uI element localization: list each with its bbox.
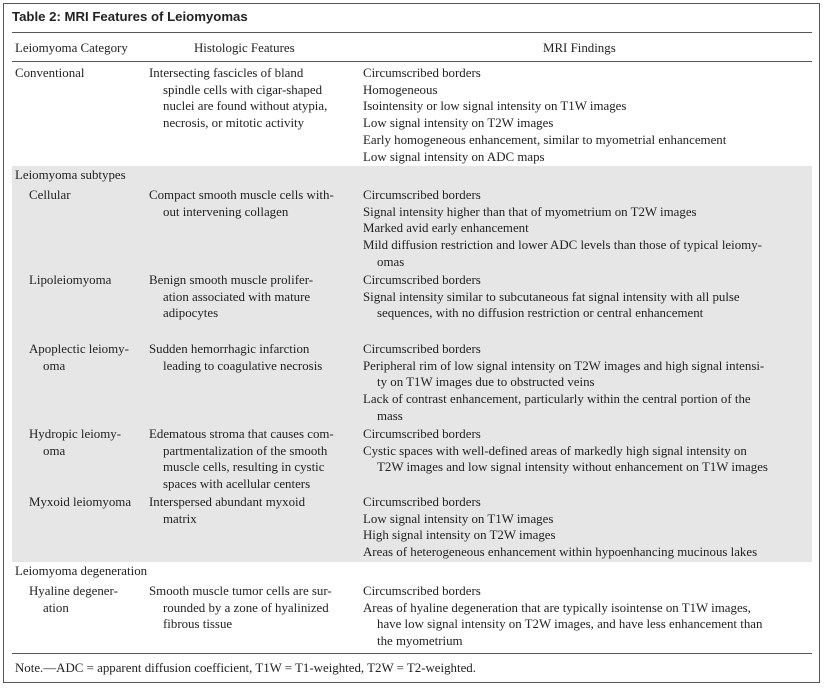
cell-line: Circumscribed borders	[363, 584, 481, 598]
cell-line: Circumscribed borders	[363, 427, 481, 441]
cell-line: T2W images and low signal intensity without enhancement on T1W images	[377, 460, 768, 475]
table-title: Table 2: MRI Features of Leiomyomas	[12, 9, 248, 24]
cell-line: Low signal intensity on T1W images	[363, 511, 554, 526]
apoplectic-mri	[363, 341, 764, 425]
lipoleiomyoma-histologic	[149, 272, 313, 322]
hydropic-histologic	[149, 426, 334, 493]
header-category: Leiomyoma Category	[15, 41, 128, 55]
category-lipoleiomyoma	[29, 272, 111, 289]
conventional-mri	[363, 65, 726, 165]
cell-line: Apoplectic leiomy-	[29, 342, 129, 356]
cell-line: Circumscribed borders	[363, 66, 481, 80]
cell-line: fibrous tissue	[163, 617, 233, 632]
cell-line: matrix	[163, 511, 197, 526]
cell-line: ty on T1W images due to obstructed veins	[377, 375, 595, 390]
cell-line: Signal intensity higher than that of myometrium on T2W images	[363, 204, 697, 219]
cellular-histologic	[149, 187, 334, 220]
cell-line: Circumscribed borders	[363, 273, 481, 287]
subtypes-heading: Leiomyoma subtypes	[15, 168, 126, 182]
cell-line: spindle cells with cigar-shaped	[163, 82, 323, 97]
cell-line: ation	[43, 600, 69, 615]
cell-line: mass	[377, 408, 403, 423]
note-rule	[12, 653, 812, 654]
category-myxoid	[29, 494, 131, 511]
cell-line: Circumscribed borders	[363, 188, 481, 202]
cell-line: Myxoid leiomyoma	[29, 495, 132, 509]
cell-line: the myometrium	[377, 634, 463, 649]
degeneration-heading: Leiomyoma degeneration	[15, 564, 148, 578]
cell-line: High signal intensity on T2W images	[363, 528, 556, 543]
cell-line: Benign smooth muscle prolifer-	[149, 273, 314, 287]
cell-line: out intervening collagen	[163, 204, 289, 219]
title-rule	[12, 32, 812, 33]
cell-line: muscle cells, resulting in cystic	[163, 460, 325, 475]
conventional-histologic	[149, 65, 327, 132]
cell-line: Interspersed abundant myxoid	[149, 495, 306, 509]
cell-line: necrosis, or mitotic activity	[163, 116, 305, 131]
cell-line: Areas of hyaline degeneration that are typically isointense on T1W images,	[363, 600, 751, 615]
cell-line: rounded by a zone of hyalinized	[163, 600, 329, 615]
cell-line: Low signal intensity on T2W images	[363, 116, 554, 131]
cell-line: omas	[377, 254, 405, 269]
header-rule	[12, 61, 812, 62]
cell-line: Cystic spaces with well-defined areas of markedly high signal intensity on	[363, 443, 747, 458]
cell-line: nuclei are found without atypia,	[163, 99, 328, 114]
cell-line: Edematous stroma that causes com-	[149, 427, 334, 441]
cell-line: Low signal intensity on ADC maps	[363, 149, 545, 164]
apoplectic-histologic	[149, 341, 322, 374]
cell-line: Areas of heterogeneous enhancement within hypoenhancing mucinous lakes	[363, 545, 758, 560]
cell-line: partmentalization of the smooth	[163, 443, 328, 458]
category-cellular	[29, 187, 71, 204]
cellular-mri	[363, 187, 762, 271]
lipoleiomyoma-mri	[363, 272, 740, 322]
cell-line: Smooth muscle tumor cells are sur-	[149, 584, 332, 598]
myxoid-histologic	[149, 494, 305, 527]
myxoid-mri	[363, 494, 757, 561]
hydropic-mri	[363, 426, 768, 476]
category-apoplectic	[29, 341, 129, 374]
category-hydropic	[29, 426, 121, 459]
cell-line: Sudden hemorrhagic infarction	[149, 342, 310, 356]
header-mri: MRI Findings	[543, 41, 616, 55]
cell-line: ation associated with mature	[163, 289, 311, 304]
cell-line: leading to coagulative necrosis	[163, 358, 323, 373]
cell-line: Marked avid early enhancement	[363, 221, 529, 236]
hyaline-mri	[363, 583, 762, 650]
cell-line: Early homogeneous enhancement, similar to myometrial enhancement	[363, 132, 727, 147]
cell-line: Hydropic leiomy-	[29, 427, 122, 441]
cell-line: spaces with acellular centers	[163, 477, 311, 492]
cell-line: Lipoleiomyoma	[29, 273, 112, 287]
cell-line: Circumscribed borders	[363, 495, 481, 509]
cell-line: have low signal intensity on T2W images, and have less enhancement than	[377, 617, 763, 632]
cell-line: Isointensity or low signal intensity on T1W images	[363, 99, 627, 114]
cell-line: oma	[43, 443, 66, 458]
cell-line: Hyaline degener-	[29, 584, 118, 598]
cell-line: Cellular	[29, 188, 71, 202]
cell-line: Lack of contrast enhancement, particularly within the central portion of the	[363, 392, 751, 407]
hyaline-histologic	[149, 583, 332, 633]
cell-line: Signal intensity similar to subcutaneous fat signal intensity with all pulse	[363, 289, 740, 304]
cell-line: Homogeneous	[363, 82, 438, 97]
category-conventional: Conventional	[15, 66, 85, 80]
cell-line: Circumscribed borders	[363, 342, 481, 356]
cell-line: Peripheral rim of low signal intensity on T2W images and high signal intensi-	[363, 358, 765, 373]
cell-line: Intersecting fascicles of bland	[149, 66, 304, 80]
category-hyaline	[29, 583, 118, 616]
header-histologic: Histologic Features	[194, 41, 295, 55]
cell-line: Mild diffusion restriction and lower ADC levels than those of typical leiomy-	[363, 238, 762, 253]
cell-line: sequences, with no diffusion restriction or central enhancement	[377, 306, 704, 321]
cell-line: Compact smooth muscle cells with-	[149, 188, 334, 202]
cell-line: adipocytes	[163, 306, 219, 321]
cell-line: oma	[43, 358, 66, 373]
table-note: Note.—ADC = apparent diffusion coefficient, T1W = T1-weighted, T2W = T2-weighted.	[15, 661, 476, 675]
